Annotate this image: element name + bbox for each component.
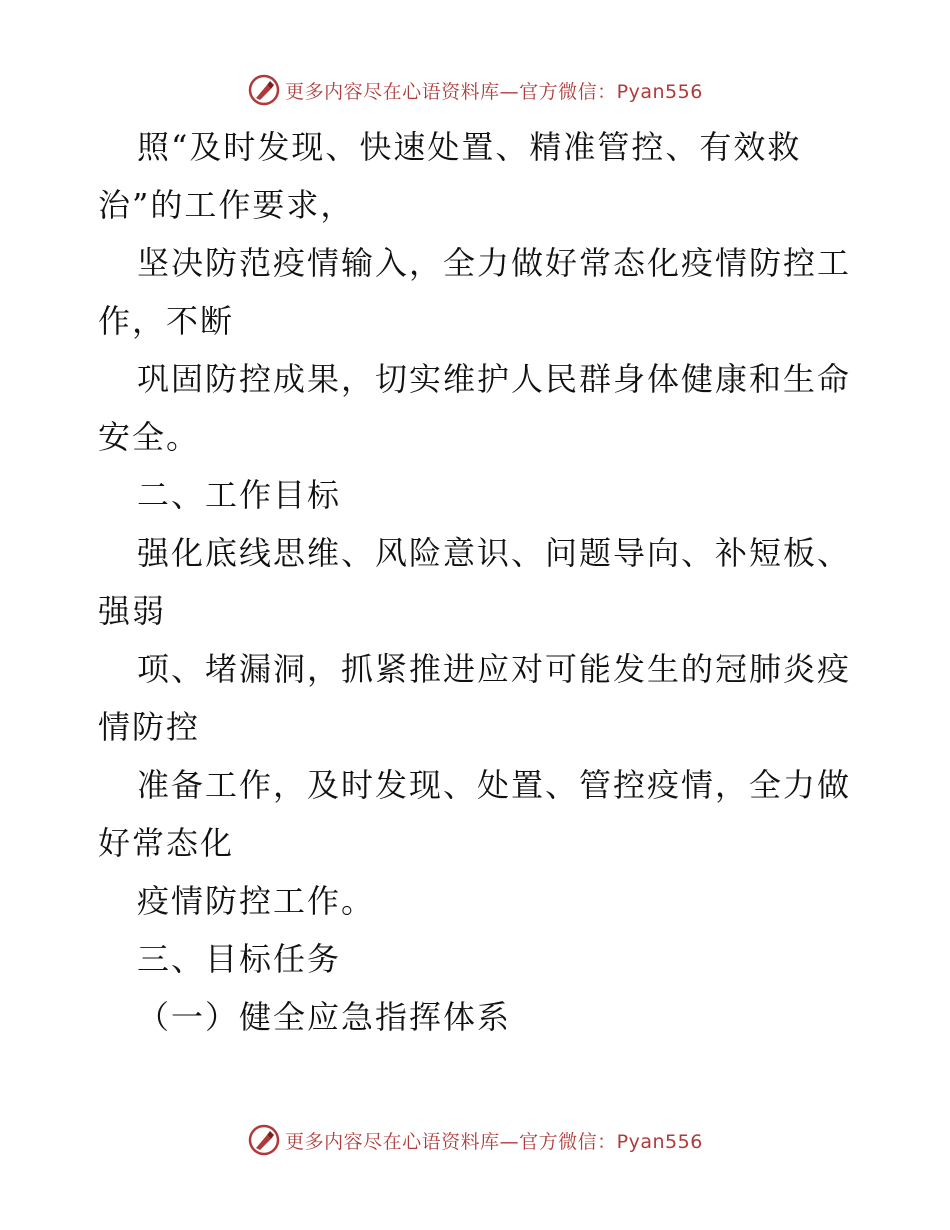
paragraph-line: 好常态化 <box>98 824 235 862</box>
paragraph-line: 情防控 <box>98 708 201 746</box>
header-banner <box>0 70 950 110</box>
paragraph-line: 准备工作，及时发现、处置、管控疫情，全力做 <box>137 766 852 804</box>
paragraph-line: 作，不断 <box>98 302 235 340</box>
paragraph-line: 强弱 <box>98 592 167 630</box>
paragraph-line: 项、堵漏洞，抓紧推进应对可能发生的冠肺炎疫 <box>137 650 852 688</box>
footer-banner-text: 更多内容尽在心语资料库—官方微信：Pyan556 <box>285 1130 703 1153</box>
pen-logo-icon <box>247 1123 281 1157</box>
paragraph-line: 疫情防控工作。 <box>137 882 376 920</box>
paragraph-line: 安全。 <box>98 418 201 456</box>
footer-banner <box>0 1120 950 1160</box>
section-heading: 二、工作目标 <box>137 476 342 514</box>
header-banner-text: 更多内容尽在心语资料库—官方微信：Pyan556 <box>285 80 703 103</box>
paragraph-line: 治”的工作要求， <box>98 186 355 224</box>
paragraph-line: 照“及时发现、快速处置、精准管控、有效救 <box>137 128 802 166</box>
section-heading: 三、目标任务 <box>137 940 342 978</box>
paragraph-line: 巩固防控成果，切实维护人民群身体健康和生命 <box>137 360 852 398</box>
paragraph-line: 强化底线思维、风险意识、问题导向、补短板、 <box>137 534 852 572</box>
pen-logo-icon <box>247 73 281 107</box>
subsection-heading: （一）健全应急指挥体系 <box>137 998 512 1036</box>
paragraph-line: 坚决防范疫情输入，全力做好常态化疫情防控工 <box>137 244 852 282</box>
